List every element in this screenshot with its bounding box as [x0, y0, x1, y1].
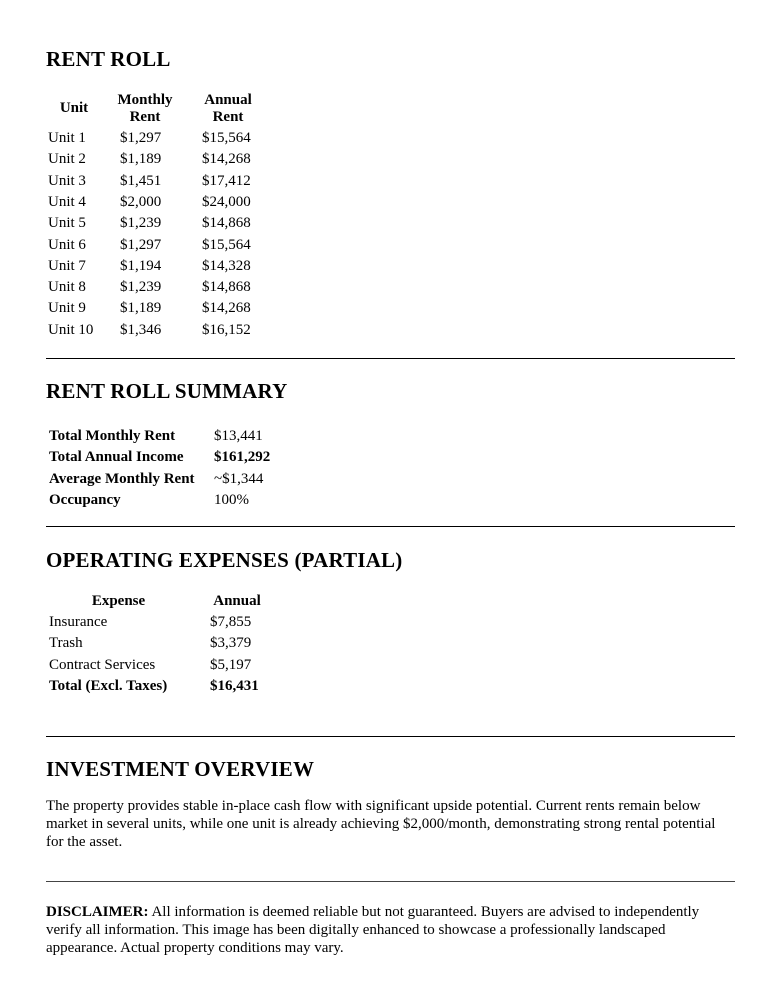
summary-value: ~$1,344: [214, 470, 264, 487]
monthly-rent-cell: $1,189: [120, 151, 162, 168]
summary-label: Total Annual Income: [49, 449, 184, 466]
disclaimer-paragraph: [46, 903, 736, 957]
summary-value: $13,441: [214, 428, 263, 444]
disclaimer-text: All information is deemed reliable but not guaranteed. Buyers are advised to independently verify all information. This image has been digitally enhanced to showcase a professionally landscaped appearance. Actual property conditions may vary.: [46, 904, 700, 956]
annual-rent-cell: $16,152: [202, 321, 251, 338]
expense-annual-cell: $5,197: [210, 656, 252, 673]
annual-rent-cell: $15,564: [202, 236, 251, 253]
unit-cell: Unit 8: [48, 279, 86, 296]
overview-paragraph: The property provides stable in-place cash flow with significant upside potential. Current rents remain below market in several units, while one unit is already achieving $2,000/month, demonstrating strong rental potential for the asset.: [46, 798, 716, 850]
monthly-rent-cell: $1,189: [120, 300, 162, 317]
summary-value: 100%: [214, 491, 249, 508]
monthly-rent-cell: $1,239: [120, 279, 162, 296]
annual-rent-cell: $24,000: [202, 193, 251, 210]
summary-label: Occupancy: [49, 491, 121, 508]
section-divider: [46, 736, 735, 737]
footer-divider: [46, 881, 735, 882]
unit-cell: Unit 3: [48, 172, 86, 189]
unit-cell: Unit 7: [48, 257, 86, 274]
expense-annual-cell: $7,855: [210, 614, 252, 630]
expense-name-cell: Contract Services: [49, 656, 156, 673]
expenses-header-annual: Annual: [213, 593, 261, 609]
summary-title: RENT ROLL SUMMARY: [46, 379, 288, 403]
annual-rent-cell: $15,564: [202, 130, 251, 146]
unit-cell: Unit 5: [48, 215, 86, 232]
monthly-rent-cell: $1,451: [120, 172, 162, 189]
unit-cell: Unit 9: [48, 300, 86, 317]
expense-annual-cell: $3,379: [210, 635, 252, 652]
annual-rent-cell: $14,268: [202, 151, 251, 168]
expenses-title: OPERATING EXPENSES (PARTIAL): [46, 548, 403, 572]
monthly-rent-cell: $1,194: [120, 257, 162, 274]
annual-rent-cell: $17,412: [202, 172, 251, 189]
section-divider: [46, 526, 735, 527]
monthly-rent-cell: $2,000: [120, 193, 162, 210]
rent-roll-title: RENT ROLL: [46, 47, 171, 71]
annual-rent-cell: $14,328: [202, 257, 251, 274]
rent-roll-header-monthly: Monthly Rent: [117, 92, 173, 125]
annual-rent-cell: $14,868: [202, 279, 251, 296]
unit-cell: Unit 6: [48, 236, 86, 253]
unit-cell: Unit 4: [48, 193, 86, 210]
expense-annual-cell: $16,431: [210, 677, 259, 694]
rent-roll-header-annual: Annual Rent: [204, 92, 252, 125]
expense-name-cell: Total (Excl. Taxes): [49, 677, 168, 694]
annual-rent-cell: $14,268: [202, 300, 251, 317]
disclaimer-label: DISCLAIMER:: [46, 904, 149, 920]
expense-name-cell: Trash: [49, 635, 83, 652]
monthly-rent-cell: $1,346: [120, 321, 162, 338]
summary-label: Average Monthly Rent: [49, 470, 195, 487]
rent-roll-header-unit: Unit: [59, 100, 89, 116]
unit-cell: Unit 1: [48, 130, 86, 146]
unit-cell: Unit 2: [48, 151, 86, 168]
unit-cell: Unit 10: [48, 321, 94, 338]
monthly-rent-cell: $1,297: [120, 130, 162, 146]
monthly-rent-cell: $1,239: [120, 215, 162, 232]
annual-rent-cell: $14,868: [202, 215, 251, 232]
expenses-header-expense: Expense: [91, 593, 146, 609]
summary-label: Total Monthly Rent: [49, 428, 176, 444]
monthly-rent-cell: $1,297: [120, 236, 162, 253]
summary-value: $161,292: [214, 449, 271, 466]
overview-title: INVESTMENT OVERVIEW: [46, 757, 315, 781]
section-divider: [46, 358, 735, 359]
expense-name-cell: Insurance: [49, 614, 108, 630]
